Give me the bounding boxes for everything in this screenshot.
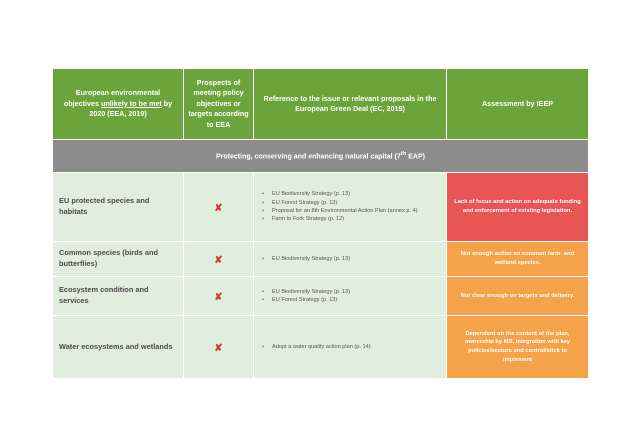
reference-list — [260, 190, 440, 224]
cross-icon: ✘ — [214, 203, 223, 214]
prospect-cell — [184, 173, 254, 242]
assessment-table — [52, 68, 589, 379]
list-item: • EU Forest Strategy (p. 13) — [272, 296, 440, 304]
reference-cell — [254, 173, 447, 242]
list-item: • EU Biodiversity Strategy (p. 13) — [272, 190, 440, 198]
prospect-cell — [184, 242, 254, 277]
table-row — [53, 277, 589, 316]
reference-cell — [254, 316, 447, 379]
list-item: • Farm to Fork Strategy (p. 12) — [272, 215, 440, 223]
prospect-cell — [184, 316, 254, 379]
objective-cell: EU protected species and habitats — [53, 173, 184, 242]
assessment-cell: Not enough action on common farm- and wetland species. — [447, 242, 589, 277]
list-item: • Adopt a water quality action plan (p. 14) — [272, 343, 440, 351]
objective-cell: Water ecosystems and wetlands — [53, 316, 184, 379]
table-row — [53, 316, 589, 379]
reference-cell — [254, 242, 447, 277]
header-objectives: European environmental objectives unlikely to be met by 2020 (EEA, 2019) — [53, 69, 184, 140]
table-row — [53, 173, 589, 242]
section-title: Protecting, conserving and enhancing natural capital (7th EAP) — [53, 140, 589, 173]
reference-list — [260, 343, 440, 351]
header-prospects: Prospects of meeting policy objectives or targets according to EEA — [184, 69, 254, 140]
header-assessment: Assessment by IEEP — [447, 69, 589, 140]
assessment-cell: Dependent on the content of the plan, ownership by MS, integration with key policies/sectors and control/stick to implement — [447, 316, 589, 379]
table-header-row — [53, 69, 589, 140]
prospect-cell — [184, 277, 254, 316]
reference-cell — [254, 277, 447, 316]
list-item: • EU Biodiversity Strategy (p. 13) — [272, 255, 440, 263]
reference-list — [260, 255, 440, 263]
cross-icon: ✘ — [214, 343, 223, 354]
cross-icon: ✘ — [214, 292, 223, 303]
header-underlined-text: unlikely to be met — [101, 98, 162, 108]
list-item: • EU Forest Strategy (p. 13) — [272, 199, 440, 207]
table-row — [53, 242, 589, 277]
objective-cell: Ecosystem condition and services — [53, 277, 184, 316]
objective-cell: Common species (birds and butterflies) — [53, 242, 184, 277]
reference-list — [260, 288, 440, 305]
assessment-cell: Not clear enough on targets and delivery. — [447, 277, 589, 316]
header-reference: Reference to the issue or relevant proposals in the European Green Deal (EC, 2019) — [254, 69, 447, 140]
section-row — [53, 140, 589, 173]
list-item: • EU Biodiversity Strategy (p. 13) — [272, 288, 440, 296]
list-item: • Proposal for an 8th Environmental Action Plan (annex p. 4) — [272, 207, 440, 215]
assessment-cell: Lack of focus and action on adequate funding and enforcement of existing legislation. — [447, 173, 589, 242]
cross-icon: ✘ — [214, 255, 223, 266]
